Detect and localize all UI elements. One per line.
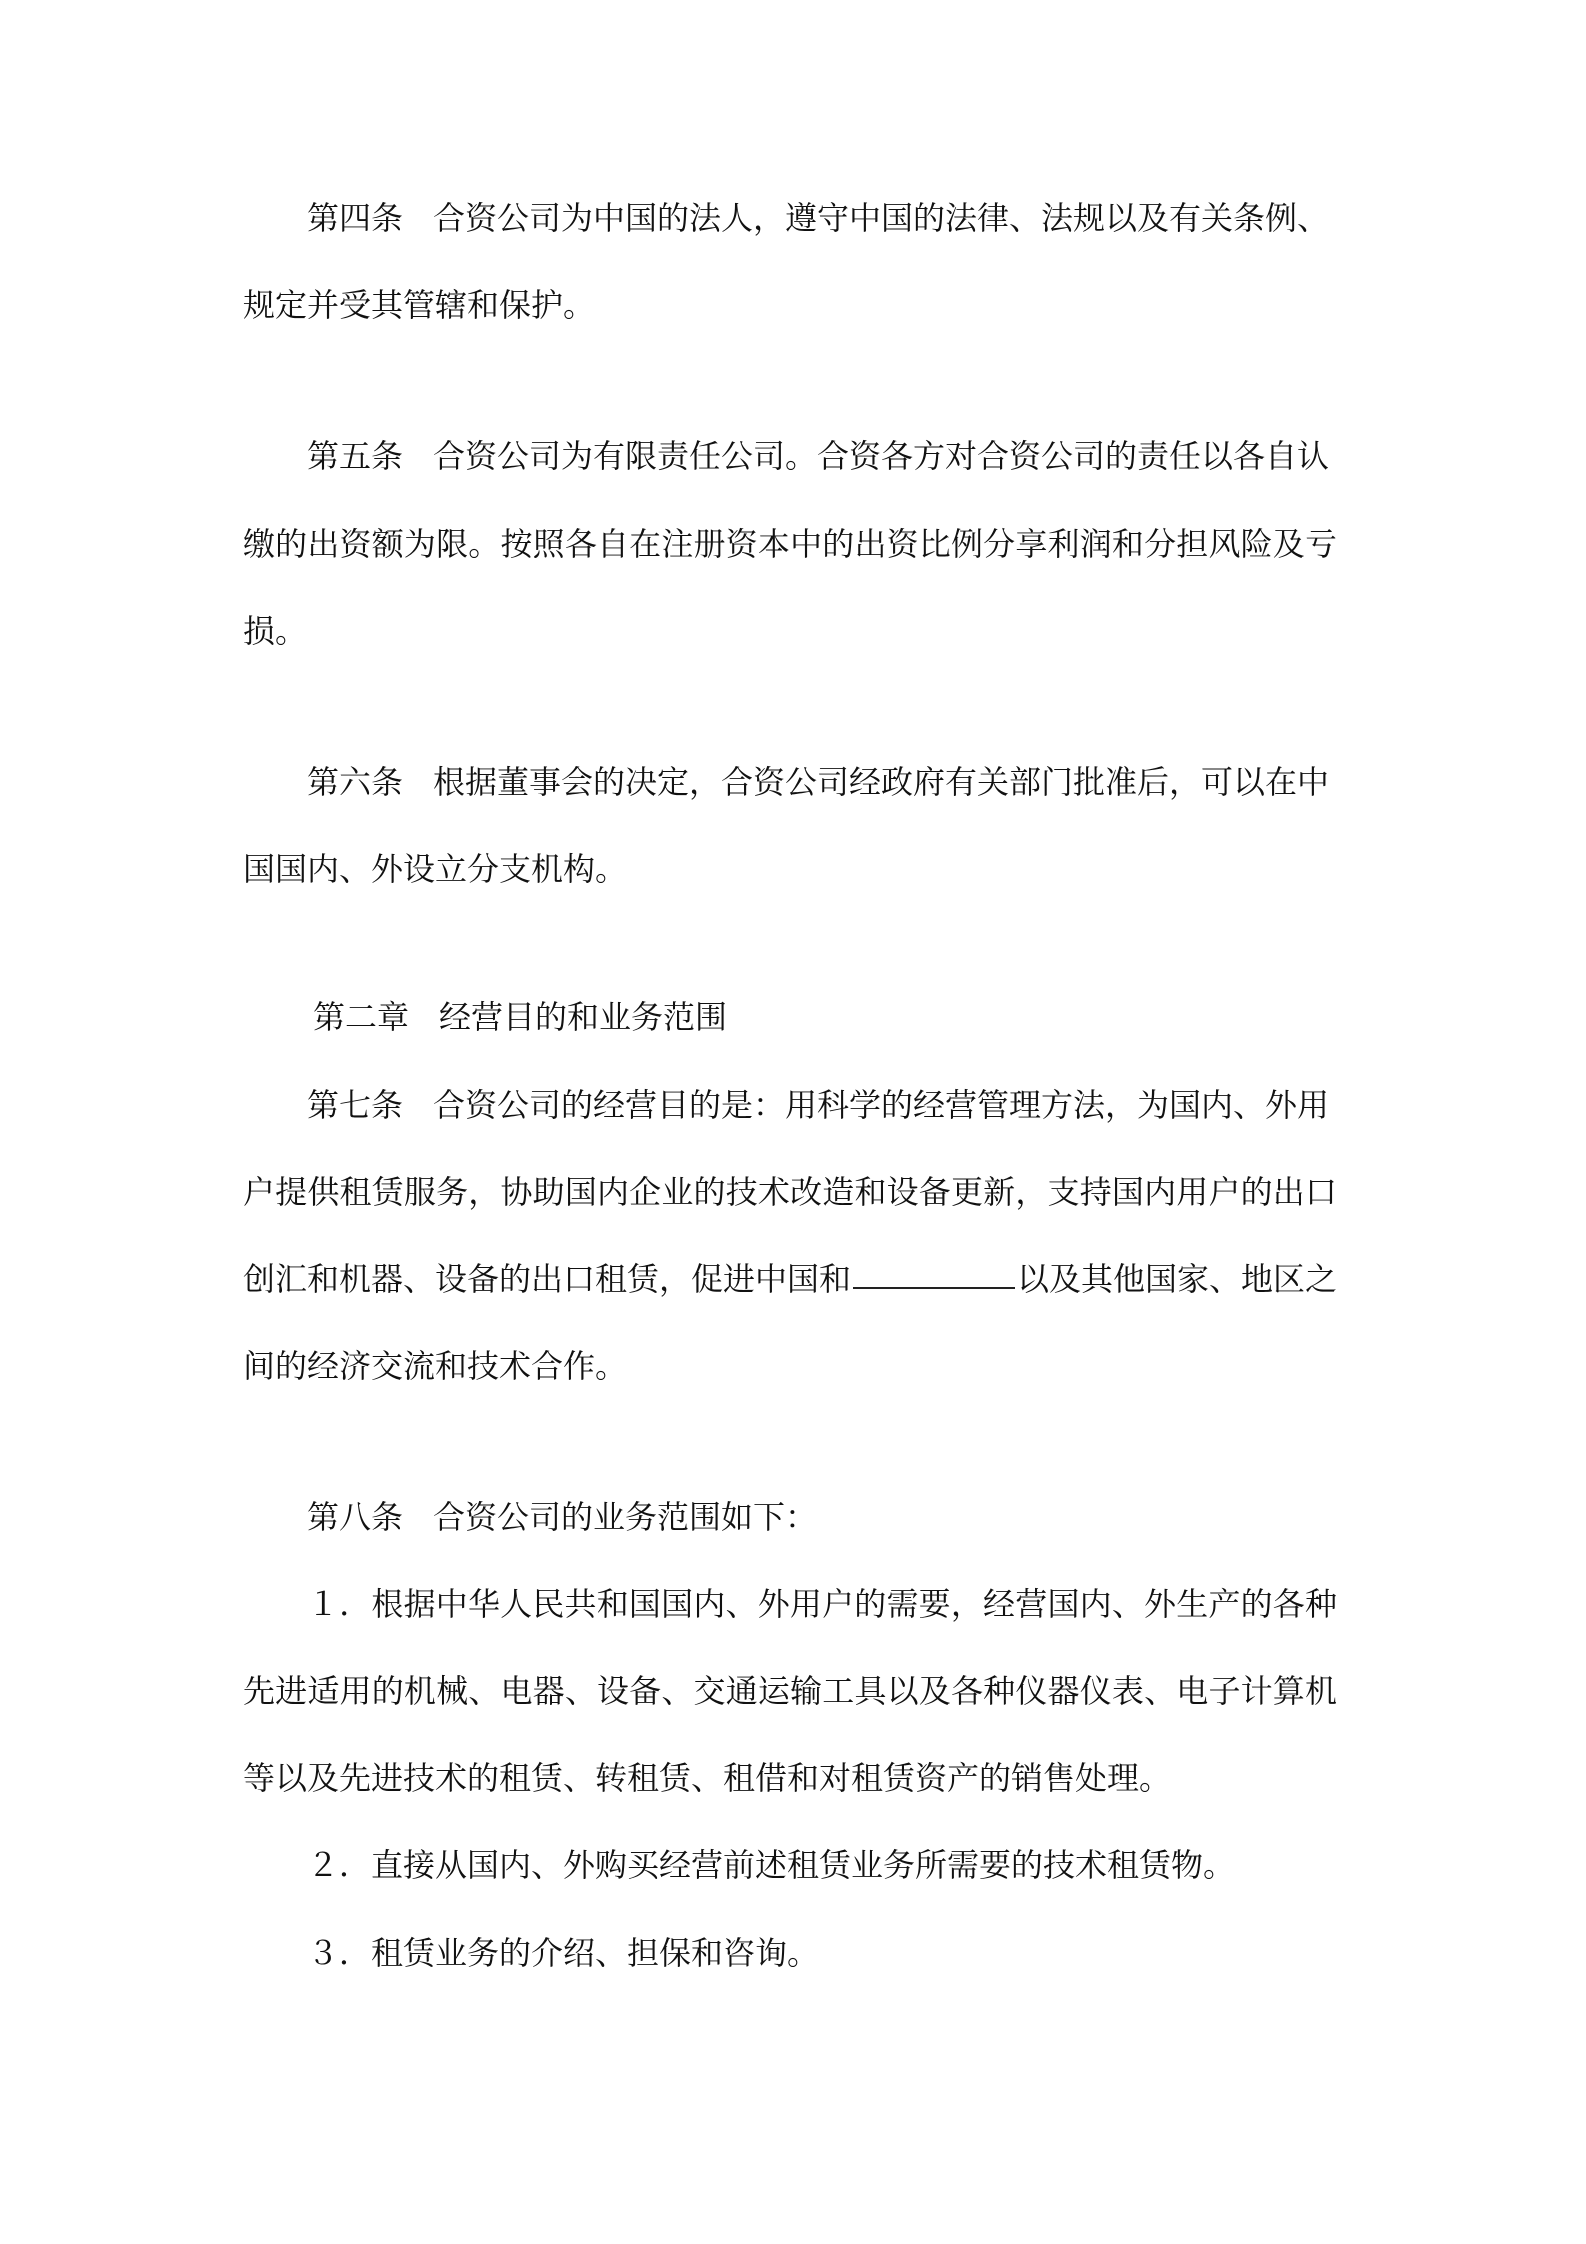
- article-8-item-3: ３．租赁业务的介绍、担保和咨询。: [307, 1934, 820, 1972]
- chapter-title: 经营目的和业务范围: [439, 998, 728, 1036]
- article-5-line-2: 缴的出资额为限。按照各自在注册资本中的出资比例分享利润和分担风险及亏: [243, 525, 1337, 563]
- article-4-text: 合资公司为中国的法人，遵守中国的法律、法规以及有关条例、: [433, 199, 1330, 237]
- article-7-line-3: [243, 1259, 1337, 1299]
- article-7-label: 第七条: [307, 1086, 404, 1124]
- article-5-line-3: 损。: [243, 612, 308, 650]
- article-6-line-2: 国国内、外设立分支机构。: [243, 850, 628, 888]
- article-6-text: 根据董事会的决定，合资公司经政府有关部门批准后，可以在中: [433, 763, 1330, 801]
- chapter-label: 第二章: [313, 998, 410, 1036]
- article-8-item-1-line-3: 等以及先进技术的租赁、转租赁、租借和对租赁资产的销售处理。: [243, 1759, 1172, 1797]
- article-8-item-2: ２．直接从国内、外购买经营前述租赁业务所需要的技术租赁物。: [307, 1846, 1236, 1884]
- article-5-text: 合资公司为有限责任公司。合资各方对合资公司的责任以各自认: [433, 437, 1330, 475]
- article-7-line-4: 间的经济交流和技术合作。: [243, 1347, 628, 1385]
- article-4-label: 第四条: [307, 199, 404, 237]
- article-7-line-3-before: 创汇和机器、设备的出口租赁，促进中国和: [243, 1260, 852, 1298]
- article-6-label: 第六条: [307, 763, 404, 801]
- article-4-line-2: 规定并受其管辖和保护。: [243, 286, 596, 324]
- article-7-line-1: [307, 1085, 1337, 1125]
- fill-in-blank[interactable]: [853, 1259, 1015, 1289]
- article-8-text: 合资公司的业务范围如下：: [433, 1498, 818, 1536]
- article-8-intro: [307, 1497, 817, 1537]
- article-7-line-2: 户提供租赁服务，协助国内企业的技术改造和设备更新，支持国内用户的出口: [243, 1173, 1337, 1211]
- article-7-text: 合资公司的经营目的是：用科学的经营管理方法，为国内、外用: [433, 1086, 1330, 1124]
- article-8-item-1-line-1: １．根据中华人民共和国国内、外用户的需要，经营国内、外生产的各种: [307, 1585, 1337, 1623]
- article-7-line-3-after: 以及其他国家、地区之: [1016, 1260, 1337, 1298]
- article-8-label: 第八条: [307, 1498, 404, 1536]
- chapter-heading: [313, 997, 727, 1037]
- article-5-label: 第五条: [307, 437, 404, 475]
- article-6-line-1: [307, 762, 1337, 802]
- article-5-line-1: [307, 436, 1337, 476]
- article-8-item-1-line-2: 先进适用的机械、电器、设备、交通运输工具以及各种仪器仪表、电子计算机: [243, 1672, 1337, 1710]
- article-4-line-1: [307, 198, 1337, 238]
